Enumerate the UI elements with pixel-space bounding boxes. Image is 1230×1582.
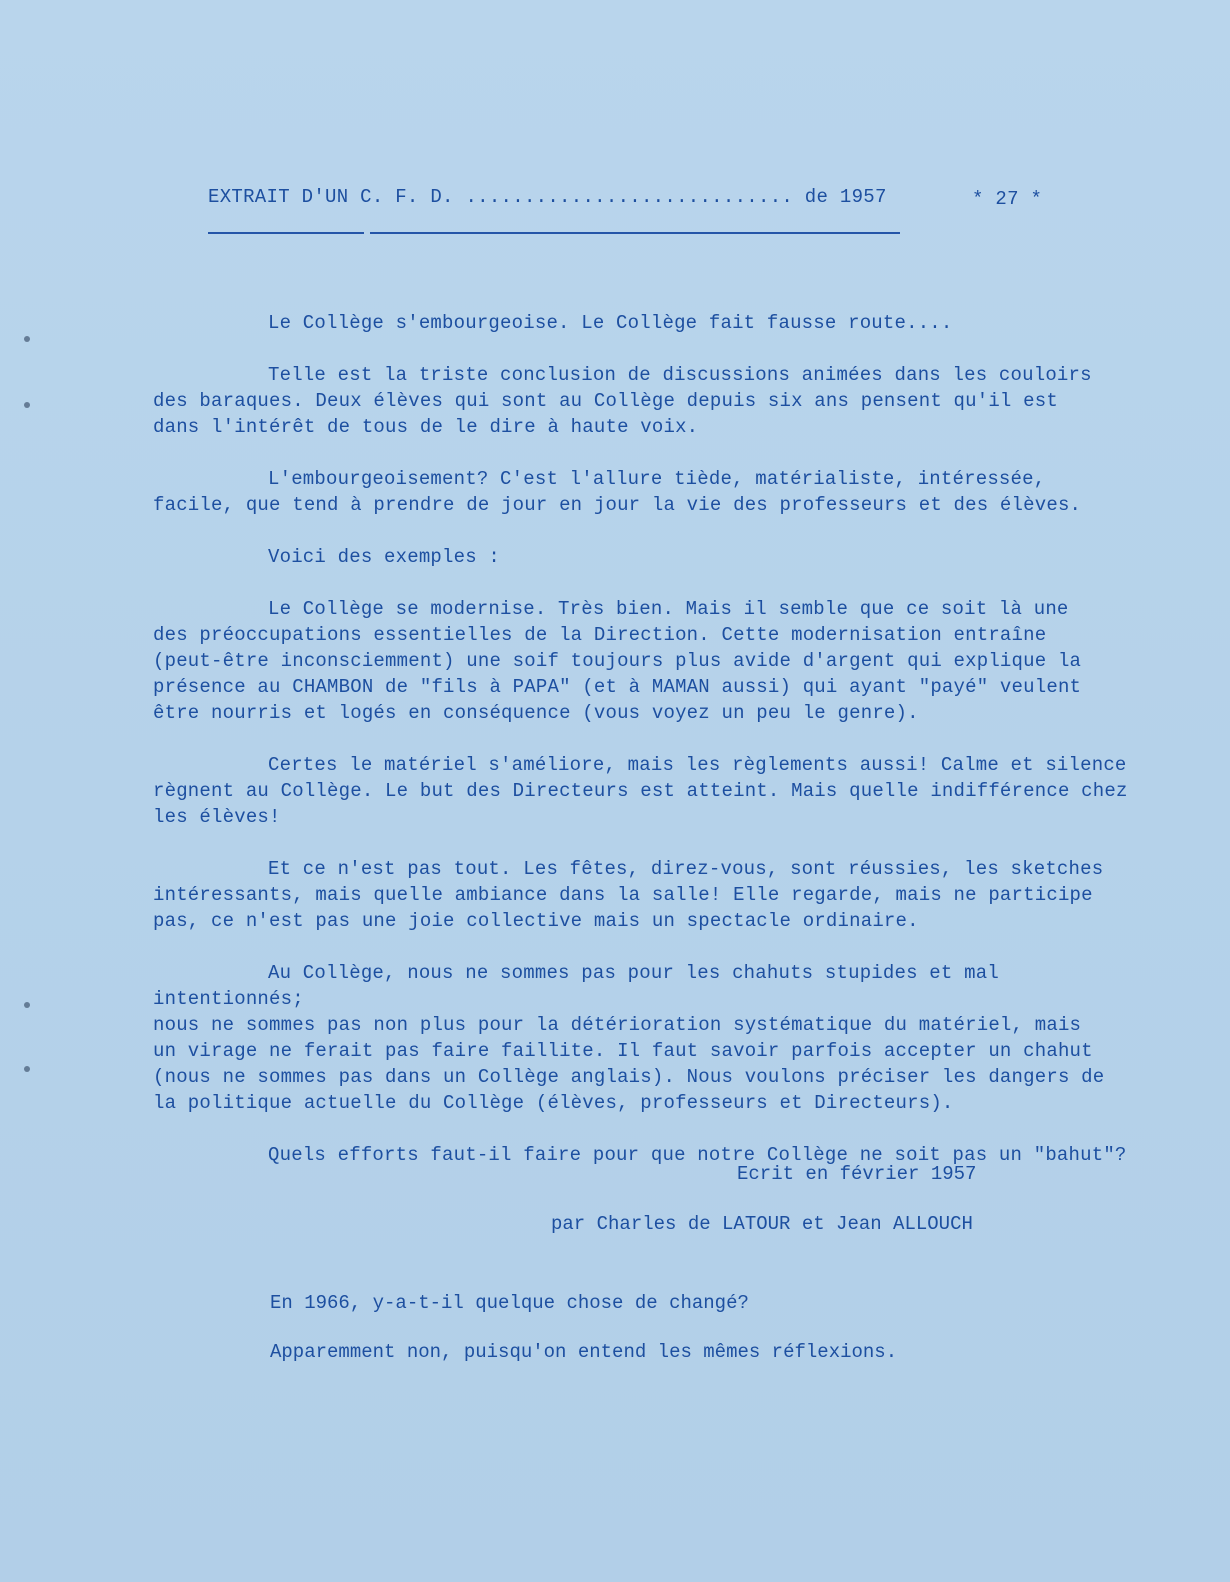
paragraph: Quels efforts faut-il faire pour que notre Collège ne soit pas un "bahut"?	[268, 1144, 1127, 1166]
punch-hole-mark	[24, 336, 30, 342]
paragraph: L'embourgeoisement? C'est l'allure tiède, matérialiste, intéressée, facile, que tend à prendre de jour en jour la vie des professeurs et des élèves.	[153, 468, 1082, 516]
coda-answer: Apparemment non, puisqu'on entend les mêmes réflexions.	[270, 1341, 898, 1363]
punch-hole-mark	[24, 1066, 30, 1072]
punch-hole-mark	[24, 1002, 30, 1008]
coda-question: En 1966, y-a-t-il quelque chose de changé?	[270, 1292, 749, 1314]
signature-date: Ecrit en février 1957	[737, 1163, 977, 1185]
paragraph: Au Collège, nous ne sommes pas pour les chahuts stupides et mal intentionnés; nous ne sommes pas non plus pour la détérioration systématique du matériel, mais un virage ne ferait pas faire faillite. Il faut savoir parfois accepter un chahut (nous ne sommes pas dans un Collège anglais). Nous voulons préciser les dangers de la politique actuelle du Collège (élèves, professeurs et Directeurs).	[153, 962, 1105, 1114]
paragraph: Le Collège s'embourgeoise. Le Collège fait fausse route....	[268, 312, 953, 334]
punch-hole-mark	[24, 402, 30, 408]
paragraph: Et ce n'est pas tout. Les fêtes, direz-vous, sont réussies, les sketches intéressants, mais quelle ambiance dans la salle! Elle regarde, mais ne participe pas, ce n'est pas une joie collective mais un spectacle ordinaire.	[153, 858, 1104, 932]
header-title: EXTRAIT D'UN C. F. D. ............................ de 1957	[208, 186, 887, 208]
paragraph: Telle est la triste conclusion de discussions animées dans les couloirs des baraques. Deux élèves qui sont au Collège depuis six ans pensent qu'il est dans l'intérêt de tous de le dire à haute voix.	[153, 364, 1092, 438]
signature-authors: par Charles de LATOUR et Jean ALLOUCH	[551, 1213, 973, 1235]
paragraph: Le Collège se modernise. Très bien. Mais il semble que ce soit là une des préoccupations essentielles de la Direction. Cette modernisation entraîne (peut-être inconsciemment) une soif toujours plus avide d'argent qui explique la présence au CHAMBON de "fils à PAPA" (et à MAMAN aussi) qui ayant "payé" veulent être nourris et logés en conséquence (vous voyez un peu le genre).	[153, 598, 1082, 724]
header-underline-gap	[364, 229, 370, 235]
paragraph: Certes le matériel s'améliore, mais les règlements aussi! Calme et silence règnent au Collège. Le but des Directeurs est atteint. Mais quelle indifférence chez les élèves!	[153, 754, 1128, 828]
article-body	[153, 310, 1143, 1194]
page-number: * 27 *	[972, 188, 1043, 210]
paragraph: Voici des exemples :	[268, 546, 501, 568]
header-underline	[208, 232, 900, 234]
